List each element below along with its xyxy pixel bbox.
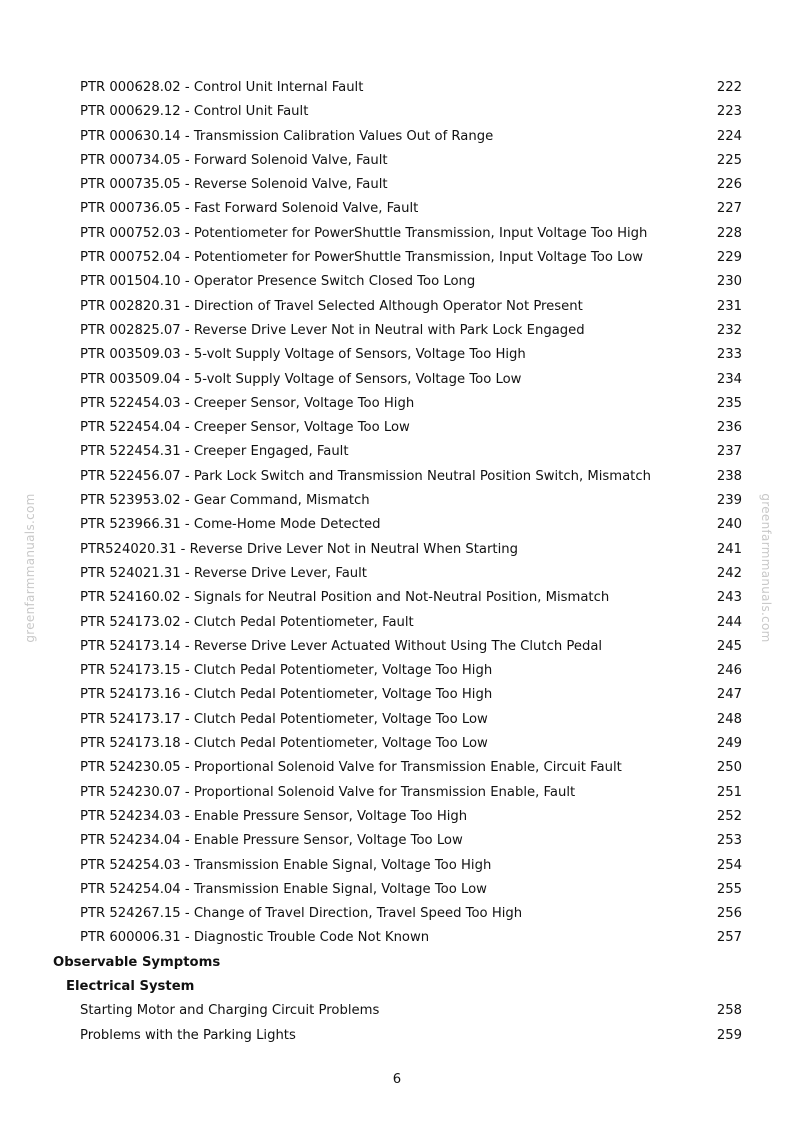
toc-entry-page: 251 (716, 784, 742, 800)
toc-entry-title: PTR 523953.02 - Gear Command, Mismatch (80, 493, 370, 509)
toc-entry-page: 256 (716, 906, 742, 922)
toc-entry-page: 222 (716, 80, 742, 95)
toc-entry[interactable] (0, 562, 794, 586)
toc-entry-title: PTR 000630.14 - Transmission Calibration Values Out of Range (80, 128, 494, 144)
toc-entry[interactable] (0, 246, 794, 270)
toc-entry-page: 249 (716, 736, 742, 752)
watermark-left: greenfarmmanuals.com (23, 493, 37, 643)
toc-entry-title: PTR 524230.07 - Proportional Solenoid Valve for Transmission Enable, Fault (80, 784, 576, 800)
toc-entry-page: 258 (716, 1003, 742, 1019)
section-heading[interactable] (0, 951, 794, 975)
watermark-right: greenfarmmanuals.com (759, 493, 773, 643)
toc-entry[interactable] (0, 854, 794, 878)
toc-entry-page: 250 (716, 760, 742, 776)
toc-entry-title: PTR 002820.31 - Direction of Travel Selected Although Operator Not Present (80, 298, 583, 314)
toc-entry[interactable] (0, 708, 794, 732)
toc-entry-title: PTR 000735.05 - Reverse Solenoid Valve, Fault (80, 177, 388, 193)
toc-entry[interactable] (0, 732, 794, 756)
toc-entry-title: PTR 524173.02 - Clutch Pedal Potentiometer, Fault (80, 614, 414, 630)
toc-entry-title: PTR 524173.14 - Reverse Drive Lever Actuated Without Using The Clutch Pedal (80, 638, 603, 654)
table-of-contents (0, 76, 794, 1048)
toc-entry[interactable] (0, 829, 794, 853)
toc-entry[interactable] (0, 781, 794, 805)
toc-entry-title: PTR 524254.04 - Transmission Enable Signal, Voltage Too Low (80, 881, 487, 897)
toc-entry-page: 224 (716, 128, 742, 144)
toc-sub-entries (0, 999, 794, 1048)
toc-entry-page: 223 (716, 104, 742, 120)
toc-entry[interactable] (0, 319, 794, 343)
toc-entry-page: 252 (716, 808, 742, 824)
toc-entry[interactable] (0, 878, 794, 902)
toc-entry-title: PTR 002825.07 - Reverse Drive Lever Not in Neutral with Park Lock Engaged (80, 322, 585, 338)
toc-entry-page: 226 (716, 177, 742, 193)
toc-entry-page: 232 (716, 322, 742, 338)
toc-entry-title: PTR 522454.03 - Creeper Sensor, Voltage Too High (80, 395, 415, 411)
toc-entry[interactable] (0, 489, 794, 513)
section-heading-label: Observable Symptoms (53, 954, 221, 970)
toc-entry-title: PTR 524173.16 - Clutch Pedal Potentiometer, Voltage Too High (80, 687, 493, 703)
toc-entry-title: PTR524020.31 - Reverse Drive Lever Not in Neutral When Starting (80, 541, 518, 557)
toc-entry[interactable] (0, 659, 794, 683)
toc-entry-page: 235 (716, 395, 742, 411)
toc-entry-title: PTR 523966.31 - Come-Home Mode Detected (80, 517, 381, 533)
toc-entry-title: PTR 522454.04 - Creeper Sensor, Voltage Too Low (80, 420, 410, 436)
toc-entry-page: 241 (716, 541, 742, 557)
toc-entry-page: 259 (716, 1027, 742, 1043)
toc-entry[interactable] (0, 1024, 794, 1048)
toc-entry[interactable] (0, 635, 794, 659)
toc-entry[interactable] (0, 926, 794, 950)
toc-entry-title: PTR 524234.04 - Enable Pressure Sensor, Voltage Too Low (80, 833, 463, 849)
toc-entry-page: 237 (716, 444, 742, 460)
toc-entry[interactable] (0, 611, 794, 635)
toc-entry-title: PTR 600006.31 - Diagnostic Trouble Code Not Known (80, 930, 430, 946)
toc-entry[interactable] (0, 902, 794, 926)
toc-entry-page: 245 (716, 638, 742, 654)
toc-entry[interactable] (0, 440, 794, 464)
toc-entries (0, 76, 794, 951)
toc-entry-title: PTR 522456.07 - Park Lock Switch and Transmission Neutral Position Switch, Mismatch (80, 468, 651, 484)
toc-entry-title: PTR 524267.15 - Change of Travel Direction, Travel Speed Too High (80, 906, 523, 922)
toc-entry-page: 253 (716, 833, 742, 849)
toc-entry-page: 230 (716, 274, 742, 290)
toc-entry[interactable] (0, 295, 794, 319)
toc-entry[interactable] (0, 683, 794, 707)
toc-entry-title: PTR 524021.31 - Reverse Drive Lever, Fault (80, 565, 367, 581)
toc-entry[interactable] (0, 125, 794, 149)
toc-entry-page: 225 (716, 152, 742, 168)
toc-entry-page: 242 (716, 565, 742, 581)
toc-entry-page: 246 (716, 663, 742, 679)
page-number: 6 (392, 1072, 402, 1087)
toc-entry-title: PTR 003509.04 - 5-volt Supply Voltage of Sensors, Voltage Too Low (80, 371, 522, 387)
toc-entry-title: PTR 524160.02 - Signals for Neutral Position and Not-Neutral Position, Mismatch (80, 590, 610, 606)
toc-entry-title: PTR 000736.05 - Fast Forward Solenoid Valve, Fault (80, 201, 419, 217)
toc-entry-title: PTR 524254.03 - Transmission Enable Signal, Voltage Too High (80, 857, 492, 873)
toc-entry-page: 228 (716, 225, 742, 241)
toc-entry-page: 243 (716, 590, 742, 606)
toc-entry-title: PTR 000629.12 - Control Unit Fault (80, 104, 309, 120)
toc-entry[interactable] (0, 416, 794, 440)
toc-entry[interactable] (0, 76, 794, 100)
toc-entry[interactable] (0, 222, 794, 246)
toc-entry[interactable] (0, 368, 794, 392)
toc-entry-title: PTR 000752.03 - Potentiometer for PowerShuttle Transmission, Input Voltage Too High (80, 225, 648, 241)
toc-entry-page: 255 (716, 881, 742, 897)
toc-entry[interactable] (0, 513, 794, 537)
toc-entry[interactable] (0, 343, 794, 367)
toc-entry-page: 234 (716, 371, 742, 387)
toc-entry-page: 248 (716, 711, 742, 727)
toc-entry-title: PTR 524173.15 - Clutch Pedal Potentiometer, Voltage Too High (80, 663, 493, 679)
toc-entry-title: PTR 524234.03 - Enable Pressure Sensor, Voltage Too High (80, 808, 468, 824)
toc-entry-page: 240 (716, 517, 742, 533)
toc-entry[interactable] (0, 538, 794, 562)
toc-entry[interactable] (0, 149, 794, 173)
toc-entry-title: PTR 524230.05 - Proportional Solenoid Valve for Transmission Enable, Circuit Fault (80, 760, 622, 776)
toc-entry[interactable] (0, 173, 794, 197)
toc-entry-title: PTR 522454.31 - Creeper Engaged, Fault (80, 444, 349, 460)
toc-entry-page: 229 (716, 250, 742, 266)
toc-entry-page: 244 (716, 614, 742, 630)
toc-entry-page: 231 (716, 298, 742, 314)
toc-entry[interactable] (0, 586, 794, 610)
toc-entry-title: PTR 001504.10 - Operator Presence Switch Closed Too Long (80, 274, 476, 290)
toc-entry-page: 227 (716, 201, 742, 217)
toc-entry-title: PTR 000628.02 - Control Unit Internal Fault (80, 80, 364, 95)
toc-entry[interactable] (0, 100, 794, 124)
toc-entry[interactable] (0, 756, 794, 780)
toc-entry-title: PTR 000734.05 - Forward Solenoid Valve, Fault (80, 152, 388, 168)
toc-entry-page: 247 (716, 687, 742, 703)
toc-entry-title: PTR 524173.18 - Clutch Pedal Potentiometer, Voltage Too Low (80, 736, 488, 752)
toc-entry-title: PTR 000752.04 - Potentiometer for PowerShuttle Transmission, Input Voltage Too Low (80, 250, 644, 266)
toc-entry-title: Starting Motor and Charging Circuit Problems (80, 1003, 380, 1019)
toc-entry[interactable] (0, 197, 794, 221)
toc-entry-page: 254 (716, 857, 742, 873)
subsection-heading[interactable] (0, 975, 794, 999)
toc-entry[interactable] (0, 999, 794, 1023)
toc-entry-page: 233 (716, 347, 742, 363)
toc-entry-title: PTR 524173.17 - Clutch Pedal Potentiometer, Voltage Too Low (80, 711, 488, 727)
toc-entry[interactable] (0, 392, 794, 416)
toc-entry-page: 257 (716, 930, 742, 946)
toc-entry-page: 238 (716, 468, 742, 484)
toc-entry-page: 236 (716, 420, 742, 436)
toc-entry[interactable] (0, 805, 794, 829)
toc-entry[interactable] (0, 270, 794, 294)
toc-entry-page: 239 (716, 493, 742, 509)
toc-entry[interactable] (0, 465, 794, 489)
subsection-heading-label: Electrical System (66, 978, 195, 994)
toc-entry-title: Problems with the Parking Lights (80, 1027, 296, 1043)
toc-entry-title: PTR 003509.03 - 5-volt Supply Voltage of Sensors, Voltage Too High (80, 347, 526, 363)
